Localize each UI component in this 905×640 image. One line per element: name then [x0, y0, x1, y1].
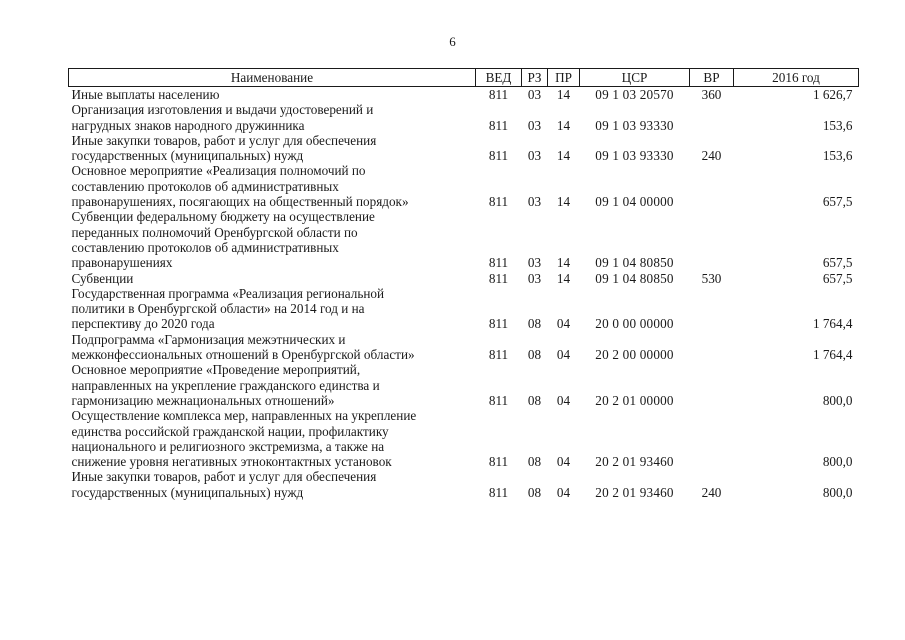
row-rz: 08: [527, 316, 542, 332]
table-row: [69, 408, 859, 469]
row-pr: 14: [556, 255, 571, 271]
row-pr: 04: [556, 347, 571, 363]
row-rz: 03: [527, 148, 542, 164]
row-vr: 240: [701, 148, 722, 164]
row-csr: 09 1 04 80850: [595, 270, 674, 286]
row-name: Государственная программа «Реализация региональной политики в Оренбургской области» на 2014 год и на перспективу до 2020 года: [71, 285, 385, 332]
row-vr: [690, 408, 734, 469]
header-pr: ПР: [548, 69, 580, 87]
row-name: Иные закупки товаров, работ и услуг для обеспечения государственных (муниципальных) нужд: [71, 132, 377, 164]
row-name: Подпрограмма «Гармонизация межэтнических и межконфессиональных отношений в Оренбургской области»: [71, 331, 415, 363]
row-amount: 1 626,7: [812, 87, 853, 102]
row-pr: 14: [556, 87, 571, 102]
row-amount: 657,5: [822, 194, 853, 210]
row-rz: 08: [527, 392, 542, 408]
row-rz: 03: [527, 117, 542, 133]
table-row: [69, 133, 859, 164]
row-pr: 14: [556, 270, 571, 286]
row-name: Основное мероприятие «Реализация полномочий по составлению протоколов об административных правонарушениях, посягающих на общественный порядок»: [71, 163, 409, 210]
table-row: [69, 362, 859, 408]
row-csr: 20 0 00 00000: [595, 316, 674, 332]
row-vr: 360: [701, 87, 722, 102]
table-row: [69, 209, 859, 270]
row-amount: 800,0: [822, 484, 853, 500]
row-csr: 09 1 04 00000: [595, 194, 674, 210]
row-pr: 04: [556, 392, 571, 408]
row-vr: [690, 332, 734, 363]
row-amount: 657,5: [822, 270, 853, 286]
row-name: Иные выплаты населению: [71, 87, 220, 102]
row-ved: 811: [488, 392, 509, 408]
row-ved: 811: [488, 117, 509, 133]
row-amount: 657,5: [822, 255, 853, 271]
row-csr: 20 2 01 00000: [595, 392, 674, 408]
header-vr: ВР: [690, 69, 734, 87]
row-name: Субвенции федеральному бюджету на осуществление переданных полномочий Оренбургской области по составлению протоколов об административных правонарушениях: [71, 209, 375, 271]
row-rz: 03: [527, 270, 542, 286]
row-name: Субвенции: [71, 270, 134, 286]
budget-table: [68, 68, 859, 500]
row-csr: 09 1 03 93330: [595, 148, 674, 164]
row-ved: 811: [488, 194, 509, 210]
row-vr: [690, 286, 734, 332]
row-rz: 08: [527, 484, 542, 500]
table-row: [69, 271, 859, 286]
row-name: Осуществление комплекса мер, направленных на укрепление единства российской гражданской нации, профилактику национального и религиозного экстремизма, а также на снижение уровня негативных этноконтактных установок: [71, 408, 417, 470]
header-csr: ЦСР: [580, 69, 690, 87]
row-ved: 811: [488, 148, 509, 164]
row-amount: 1 764,4: [812, 316, 853, 332]
row-rz: 08: [527, 454, 542, 470]
row-vr: [690, 102, 734, 133]
row-pr: 04: [556, 484, 571, 500]
row-pr: 14: [556, 194, 571, 210]
table-row: [69, 163, 859, 209]
row-rz: 03: [527, 194, 542, 210]
row-ved: 811: [488, 270, 509, 286]
row-amount: 800,0: [822, 392, 853, 408]
row-csr: 09 1 03 93330: [595, 117, 674, 133]
row-name: Иные закупки товаров, работ и услуг для обеспечения государственных (муниципальных) нужд: [71, 469, 377, 500]
row-rz: 08: [527, 347, 542, 363]
row-ved: 811: [488, 347, 509, 363]
row-csr: 20 2 01 93460: [595, 484, 674, 500]
row-name: Организация изготовления и выдачи удостоверений и нагрудных знаков народного дружинника: [71, 102, 374, 133]
row-pr: 04: [556, 316, 571, 332]
row-ved: 811: [488, 484, 509, 500]
row-ved: 811: [488, 255, 509, 271]
row-amount: 800,0: [822, 454, 853, 470]
row-amount: 1 764,4: [812, 347, 853, 363]
row-rz: 03: [527, 87, 542, 102]
row-vr: [690, 362, 734, 408]
header-year: 2016 год: [734, 69, 859, 87]
row-vr: 240: [701, 484, 722, 500]
row-pr: 14: [556, 148, 571, 164]
row-amount: 153,6: [822, 148, 853, 164]
header-rz: РЗ: [522, 69, 548, 87]
row-csr: 09 1 03 20570: [595, 87, 674, 102]
row-amount: 153,6: [822, 117, 853, 133]
table-row: [69, 102, 859, 133]
table-row: [69, 87, 859, 103]
page-number: 6: [449, 34, 456, 49]
row-pr: 14: [556, 117, 571, 133]
row-ved: 811: [488, 454, 509, 470]
header-name: Наименование: [69, 69, 476, 87]
row-vr: 530: [701, 270, 722, 286]
row-csr: 09 1 04 80850: [595, 255, 674, 271]
table-row: [69, 332, 859, 363]
row-name: Основное мероприятие «Проведение мероприятий, направленных на укрепление гражданского единства и гармонизацию межнациональных отношений»: [71, 362, 380, 408]
table-header-row: [69, 69, 859, 87]
table-row: [69, 469, 859, 500]
row-pr: 04: [556, 454, 571, 470]
row-ved: 811: [488, 316, 509, 332]
table-row: [69, 286, 859, 332]
row-ved: 811: [488, 87, 509, 102]
row-csr: 20 2 01 93460: [595, 454, 674, 470]
row-csr: 20 2 00 00000: [595, 347, 674, 363]
header-ved: ВЕД: [476, 69, 522, 87]
row-vr: [690, 163, 734, 209]
row-vr: [690, 209, 734, 270]
row-rz: 03: [527, 255, 542, 271]
